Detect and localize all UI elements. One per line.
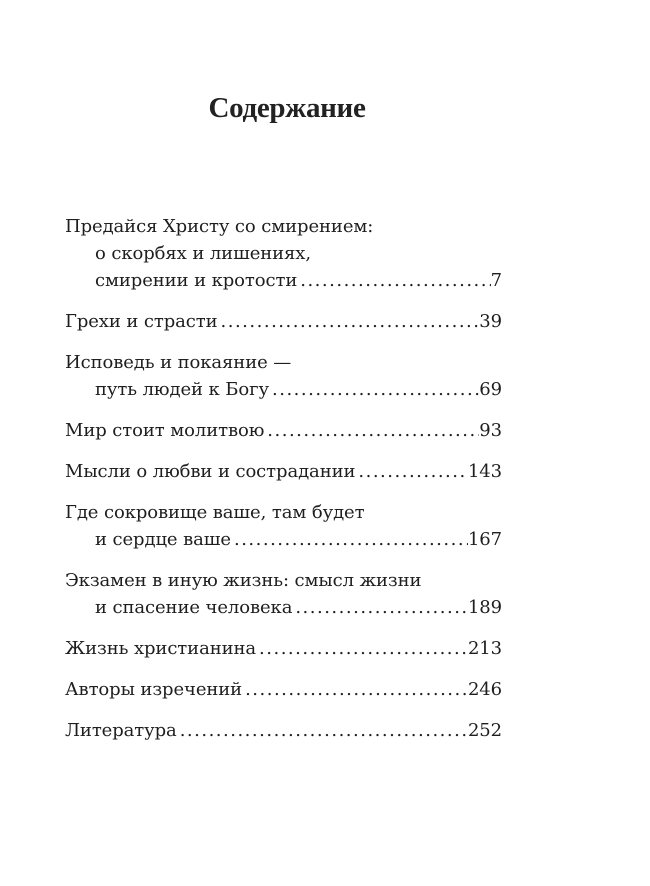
toc-entry bbox=[65, 499, 502, 553]
toc-entry-title-line: о скорбях и лишениях, bbox=[95, 243, 311, 264]
dot-leader bbox=[177, 717, 468, 744]
toc-page-number: 213 bbox=[467, 638, 502, 659]
toc-entry-title: смирении и кротости bbox=[95, 270, 298, 291]
dot-leader bbox=[242, 676, 468, 703]
toc-page-number: 252 bbox=[467, 720, 502, 741]
toc-entry bbox=[65, 417, 502, 444]
dot-leader bbox=[256, 635, 468, 662]
toc-entry-title-line: Предайся Христу со смирением: bbox=[65, 216, 374, 237]
toc-entry-title: Жизнь христианина bbox=[65, 638, 257, 659]
dot-leader bbox=[355, 458, 468, 485]
dot-leader bbox=[297, 267, 490, 294]
toc-entry-title: и сердце ваше bbox=[95, 529, 231, 550]
toc-entry-final-line bbox=[65, 717, 502, 744]
toc-entry-final-line bbox=[65, 376, 502, 403]
toc-entry-final-line bbox=[65, 458, 502, 485]
table-of-contents bbox=[65, 213, 502, 744]
dot-leader bbox=[218, 308, 480, 335]
toc-entry bbox=[65, 635, 502, 662]
dot-leader bbox=[292, 594, 468, 621]
toc-entry-title-line: Исповедь и покаяние — bbox=[65, 352, 292, 373]
toc-entry-final-line bbox=[65, 267, 502, 294]
toc-page-number: 189 bbox=[467, 597, 502, 618]
toc-entry bbox=[65, 567, 502, 621]
toc-page-number: 69 bbox=[479, 379, 502, 400]
dot-leader bbox=[264, 417, 479, 444]
toc-entry-title: Авторы изречений bbox=[65, 679, 243, 700]
toc-entry-final-line bbox=[65, 417, 502, 444]
toc-entry bbox=[65, 717, 502, 744]
page-title: Содержание bbox=[208, 92, 366, 124]
toc-entry-title: Мир стоит молитвою bbox=[65, 420, 265, 441]
toc-entry-title-line: Экзамен в иную жизнь: смысл жизни bbox=[65, 570, 422, 591]
toc-entry-final-line bbox=[65, 594, 502, 621]
toc-entry-title: Мысли о любви и сострадании bbox=[65, 461, 356, 482]
toc-entry-title: и спасение человека bbox=[95, 597, 293, 618]
toc-entry bbox=[65, 349, 502, 403]
toc-page-number: 7 bbox=[490, 270, 502, 291]
toc-entry-title: Грехи и страсти bbox=[65, 311, 218, 332]
toc-entry-final-line bbox=[65, 676, 502, 703]
toc-entry-final-line bbox=[65, 526, 502, 553]
toc-entry-final-line bbox=[65, 308, 502, 335]
dot-leader bbox=[231, 526, 468, 553]
toc-page-number: 93 bbox=[479, 420, 502, 441]
toc-entry bbox=[65, 676, 502, 703]
toc-entry bbox=[65, 308, 502, 335]
toc-entry bbox=[65, 458, 502, 485]
toc-entry bbox=[65, 213, 502, 294]
toc-entry-title-line: Где сокровище ваше, там будет bbox=[65, 502, 365, 523]
toc-entry-final-line bbox=[65, 635, 502, 662]
toc-page-number: 143 bbox=[467, 461, 502, 482]
toc-entry-title: путь людей к Богу bbox=[95, 379, 269, 400]
toc-page-number: 39 bbox=[479, 311, 502, 332]
toc-page-number: 246 bbox=[467, 679, 502, 700]
dot-leader bbox=[269, 376, 479, 403]
toc-entry-title: Литература bbox=[65, 720, 177, 741]
toc-page-number: 167 bbox=[467, 529, 502, 550]
